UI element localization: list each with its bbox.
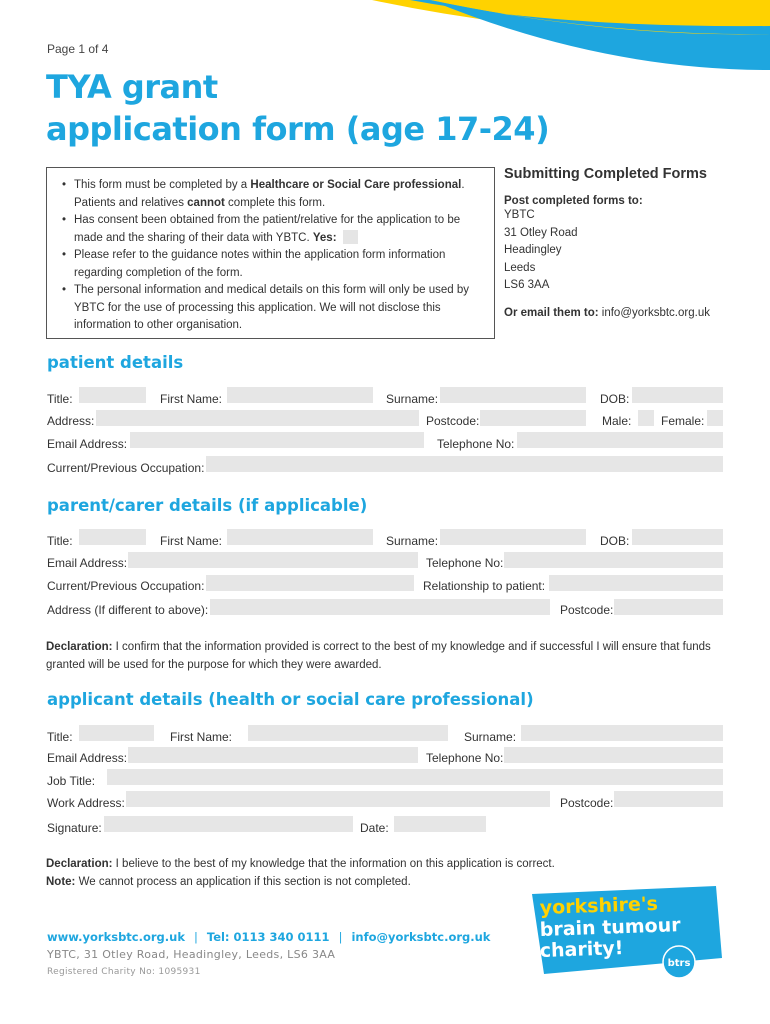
- applicant-job-title-input[interactable]: [107, 769, 723, 785]
- applicant-job-title-label: Job Title:: [47, 774, 96, 788]
- post-label: Post completed forms to:: [504, 195, 643, 207]
- applicant-date-input[interactable]: [394, 816, 486, 832]
- parent-relationship-label: Relationship to patient:: [423, 579, 546, 593]
- patient-surname-label: Surname:: [386, 392, 439, 406]
- applicant-declaration: Declaration: I believe to the best of my knowledge that the information on this application is correct. Note: We cannot process an application if this section is not completed.: [46, 858, 555, 888]
- parent-occupation-label: Current/Previous Occupation:: [47, 579, 205, 593]
- applicant-postcode-label: Postcode:: [560, 796, 614, 810]
- parent-surname-input[interactable]: [440, 529, 586, 545]
- instruction-item: • The personal information and medical details on this form will only be used by YBTC for the use of processing this application. We will not disclose this information to other organisation.: [57, 282, 484, 335]
- title-line-1: TYA grant: [46, 68, 218, 106]
- patient-female-checkbox[interactable]: [707, 410, 723, 426]
- svg-text:yorkshire's: yorkshire's: [539, 892, 659, 919]
- applicant-signature-label: Signature:: [47, 821, 102, 835]
- parent-relationship-input[interactable]: [549, 575, 723, 591]
- footer-email-link[interactable]: info@yorksbtc.org.uk: [351, 930, 491, 944]
- page-title: [46, 66, 549, 150]
- applicant-email-label: Email Address:: [47, 751, 128, 765]
- patient-postcode-label: Postcode:: [426, 414, 480, 428]
- email-instruction: Or email them to: info@yorksbtc.org.uk: [504, 306, 710, 319]
- patient-telephone-input[interactable]: [517, 432, 723, 448]
- postal-address: YBTC 31 Otley Road Headingley Leeds LS6 3AA: [504, 209, 578, 291]
- footer-website-link[interactable]: www.yorksbtc.org.uk: [47, 930, 185, 944]
- applicant-telephone-input[interactable]: [504, 747, 723, 763]
- page-number: Page 1 of 4: [47, 42, 109, 56]
- title-line-2: application form (age 17-24): [46, 110, 550, 148]
- applicant-surname-label: Surname:: [464, 730, 517, 744]
- patient-telephone-label: Telephone No:: [437, 437, 515, 451]
- footer-address: YBTC, 31 Otley Road, Headingley, Leeds, LS6 3AA: [47, 948, 336, 961]
- applicant-title-label: Title:: [47, 730, 73, 744]
- parent-first-name-input[interactable]: [227, 529, 373, 545]
- parent-title-input[interactable]: [79, 529, 146, 545]
- footer-registered-charity: Registered Charity No: 1095931: [47, 967, 201, 977]
- submission-email-link[interactable]: info@yorksbtc.org.uk: [598, 306, 710, 319]
- patient-section-heading: patient details: [47, 353, 184, 372]
- consent-yes-checkbox[interactable]: [343, 230, 358, 244]
- applicant-first-name-input[interactable]: [248, 725, 448, 741]
- applicant-first-name-label: First Name:: [170, 730, 233, 744]
- patient-title-label: Title:: [47, 392, 73, 406]
- patient-postcode-input[interactable]: [480, 410, 586, 426]
- footer-contact: www.yorksbtc.org.uk | Tel: 0113 340 0111 | info@yorksbtc.org.uk: [47, 930, 491, 944]
- patient-female-label: Female:: [661, 414, 705, 428]
- parent-first-name-label: First Name:: [160, 534, 223, 548]
- svg-text:charity!: charity!: [539, 937, 624, 962]
- parent-telephone-input[interactable]: [504, 552, 723, 568]
- instruction-item: • Has consent been obtained from the patient/relative for the application to be made and the sharing of their data with YBTC. Yes:: [57, 212, 484, 247]
- patient-email-input[interactable]: [130, 432, 424, 448]
- patient-male-checkbox[interactable]: [638, 410, 654, 426]
- applicant-signature-input[interactable]: [104, 816, 353, 832]
- patient-email-label: Email Address:: [47, 437, 128, 451]
- patient-address-input[interactable]: [96, 410, 419, 426]
- parent-title-label: Title:: [47, 534, 73, 548]
- parent-address-input[interactable]: [210, 599, 550, 615]
- patient-first-name-label: First Name:: [160, 392, 223, 406]
- instructions-box: [46, 167, 495, 339]
- patient-occupation-input[interactable]: [206, 456, 723, 472]
- parent-email-input[interactable]: [128, 552, 418, 568]
- instruction-item: • Please refer to the guidance notes within the application form information regarding completion of the form.: [57, 247, 484, 282]
- submission-heading: Submitting Completed Forms: [504, 166, 707, 182]
- parent-surname-label: Surname:: [386, 534, 439, 548]
- applicant-telephone-label: Telephone No:: [426, 751, 504, 765]
- applicant-work-address-label: Work Address:: [47, 796, 125, 810]
- parent-postcode-label: Postcode:: [560, 603, 614, 617]
- applicant-surname-input[interactable]: [521, 725, 723, 741]
- svg-text:brain tumour: brain tumour: [539, 914, 681, 941]
- patient-title-input[interactable]: [79, 387, 146, 403]
- applicant-date-label: Date:: [360, 821, 389, 835]
- applicant-title-input[interactable]: [79, 725, 154, 741]
- submission-info: [504, 166, 744, 319]
- applicant-work-address-input[interactable]: [126, 791, 550, 807]
- applicant-postcode-input[interactable]: [614, 791, 723, 807]
- applicant-email-input[interactable]: [128, 747, 418, 763]
- parent-address-label: Address (If different to above):: [47, 603, 209, 617]
- patient-dob-input[interactable]: [632, 387, 723, 403]
- patient-first-name-input[interactable]: [227, 387, 373, 403]
- patient-occupation-label: Current/Previous Occupation:: [47, 461, 205, 475]
- parent-dob-label: DOB:: [600, 534, 630, 548]
- patient-male-label: Male:: [602, 414, 632, 428]
- parent-occupation-input[interactable]: [206, 575, 414, 591]
- header-swoosh: [0, 0, 770, 70]
- patient-dob-label: DOB:: [600, 392, 630, 406]
- charity-logo: [526, 884, 726, 979]
- patient-address-label: Address:: [47, 414, 95, 428]
- instruction-item: • This form must be completed by a Healthcare or Social Care professional. Patients and relatives cannot complete this form.: [57, 177, 484, 212]
- applicant-section-heading: applicant details (health or social care professional): [47, 690, 534, 709]
- parent-dob-input[interactable]: [632, 529, 723, 545]
- parent-declaration: Declaration: I confirm that the information provided is correct to the best of my knowledge and if successful I will ensure that funds granted will be used for the purpose for which they were awarded.: [46, 641, 711, 671]
- parent-section-heading: parent/carer details (if applicable): [47, 496, 368, 515]
- svg-text:btrs: btrs: [667, 958, 691, 969]
- parent-telephone-label: Telephone No:: [426, 556, 504, 570]
- parent-email-label: Email Address:: [47, 556, 128, 570]
- parent-postcode-input[interactable]: [614, 599, 723, 615]
- footer-telephone[interactable]: Tel: 0113 340 0111: [206, 930, 330, 944]
- patient-surname-input[interactable]: [440, 387, 586, 403]
